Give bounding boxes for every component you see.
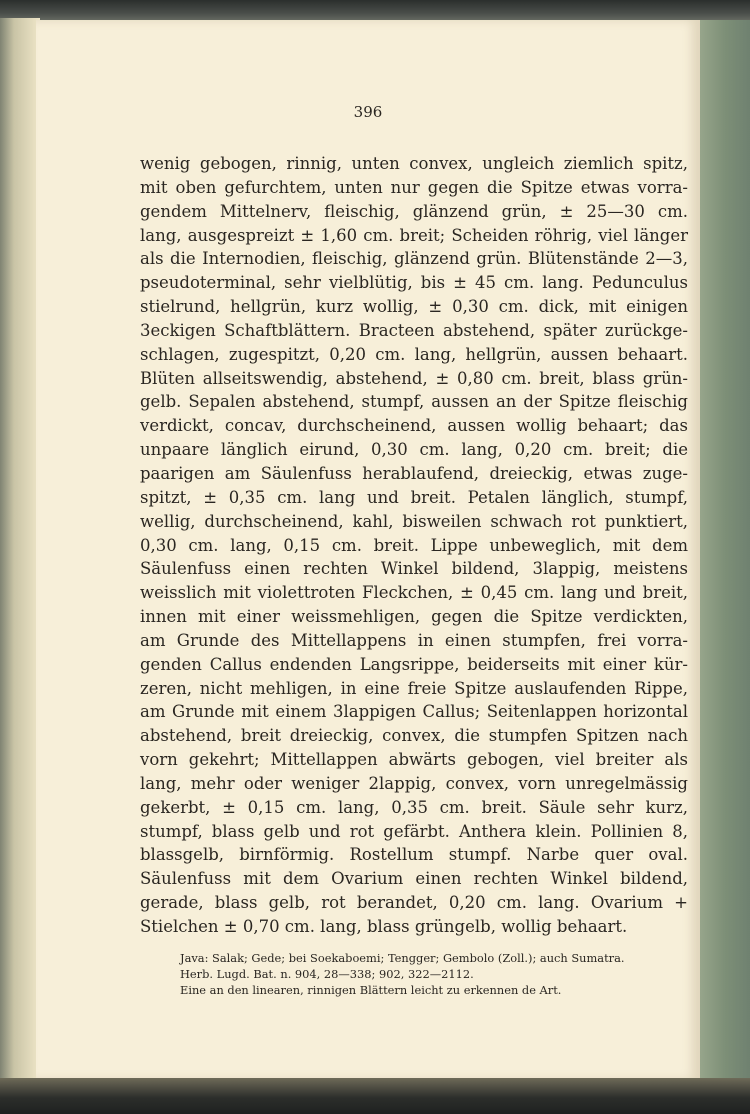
- text-line: Stielchen ± 0,70 cm. lang, blass grüngelb, wollig behaart.: [140, 917, 628, 936]
- text-line: zeren, nicht mehligen, in eine freie Spitze auslaufenden Rippe,: [140, 678, 688, 698]
- text-line: am Grunde mit einem 3lappigen Callus; Seitenlappen horizontal: [140, 702, 688, 722]
- text-line: lang, ausgespreizt ± 1,60 cm. breit; Scheiden röhrig, viel länger: [140, 225, 688, 245]
- text-line: pseudoterminal, sehr vielblütig, bis ± 45 cm. lang. Pedunculus: [140, 273, 688, 293]
- text-line: gerade, blass gelb, rot berandet, 0,20 cm. lang. Ovarium +: [140, 893, 688, 913]
- text-line: gendem Mittelnerv, fleischig, glänzend grün, ± 25—30 cm.: [140, 201, 688, 221]
- text-line: innen mit einer weissmehligen, gegen die Spitze verdickten,: [140, 607, 688, 627]
- scan-top-edge: [0, 0, 750, 22]
- text-line: schlagen, zugespitzt, 0,20 cm. lang, hellgrün, aussen behaart.: [140, 344, 688, 364]
- text-line: Blüten allseitswendig, abstehend, ± 0,80 cm. breit, blass grün-: [140, 368, 688, 388]
- book-cover-edge: [700, 20, 750, 1114]
- text-line: lang, mehr oder weniger 2lappig, convex, vorn unregelmässig: [140, 773, 688, 793]
- text-line: abstehend, breit dreieckig, convex, die stumpfen Spitzen nach: [140, 726, 688, 746]
- text-line: 3eckigen Schaftblättern. Bracteen abstehend, später zurückge-: [140, 320, 688, 340]
- text-line: stielrund, hellgrün, kurz wollig, ± 0,30 cm. dick, mit einigen: [140, 297, 688, 317]
- text-line: wenig gebogen, rinnig, unten convex, ungleich ziemlich spitz,: [140, 154, 688, 173]
- text-line: weisslich mit violettroten Fleckchen, ± 0,45 cm. lang und breit,: [140, 583, 688, 603]
- body-text: [140, 152, 688, 939]
- page-number: 396: [353, 103, 383, 121]
- text-line: stumpf, blass gelb und rot gefärbt. Anthera klein. Pollinien 8,: [140, 821, 688, 841]
- text-line: genden Callus endenden Langsrippe, beiderseits mit einer kür-: [140, 654, 688, 674]
- text-line: unpaare länglich eirund, 0,30 cm. lang, 0,20 cm. breit; die: [140, 440, 688, 460]
- footnote-line: Eine an den linearen, rinnigen Blättern leicht zu erkennen de Art.: [180, 983, 562, 997]
- book-spine-gutter: [0, 18, 40, 1114]
- footnote: [180, 950, 680, 998]
- text-line: paarigen am Säulenfuss herablaufend, dreieckig, etwas zuge-: [140, 463, 688, 483]
- text-line: blassgelb, birnförmig. Rostellum stumpf. Narbe quer oval.: [140, 845, 688, 865]
- text-line: Säulenfuss einen rechten Winkel bildend, 3lappig, meistens: [140, 559, 688, 579]
- text-line: am Grunde des Mittellappens in einen stumpfen, frei vorra-: [140, 630, 688, 650]
- text-line: gelb. Sepalen abstehend, stumpf, aussen an der Spitze fleischig: [140, 392, 688, 412]
- footnote-line: Herb. Lugd. Bat. n. 904, 28—338; 902, 322—2112.: [180, 967, 474, 981]
- text-line: vorn gekehrt; Mittellappen abwärts gebogen, viel breiter als: [140, 750, 688, 770]
- text-line: als die Internodien, fleischig, glänzend grün. Blütenstände 2—3,: [140, 249, 688, 269]
- footnote-line: Java: Salak; Gede; bei Soekaboemi; Tengger; Gembolo (Zoll.); auch Sumatra.: [180, 951, 625, 965]
- text-line: Säulenfuss mit dem Ovarium einen rechten Winkel bildend,: [140, 869, 688, 889]
- text-line: mit oben gefurchtem, unten nur gegen die Spitze etwas vorra-: [140, 177, 688, 197]
- book-page: [36, 20, 700, 1080]
- text-line: spitzt, ± 0,35 cm. lang und breit. Petalen länglich, stumpf,: [140, 487, 688, 507]
- text-line: verdickt, concav, durchscheinend, aussen wollig behaart; das: [140, 416, 688, 436]
- text-line: wellig, durchscheinend, kahl, bisweilen schwach rot punktiert,: [140, 511, 688, 531]
- text-line: gekerbt, ± 0,15 cm. lang, 0,35 cm. breit. Säule sehr kurz,: [140, 797, 688, 817]
- scan-bottom-edge: [0, 1078, 750, 1114]
- text-line: 0,30 cm. lang, 0,15 cm. breit. Lippe unbeweglich, mit dem: [140, 535, 688, 555]
